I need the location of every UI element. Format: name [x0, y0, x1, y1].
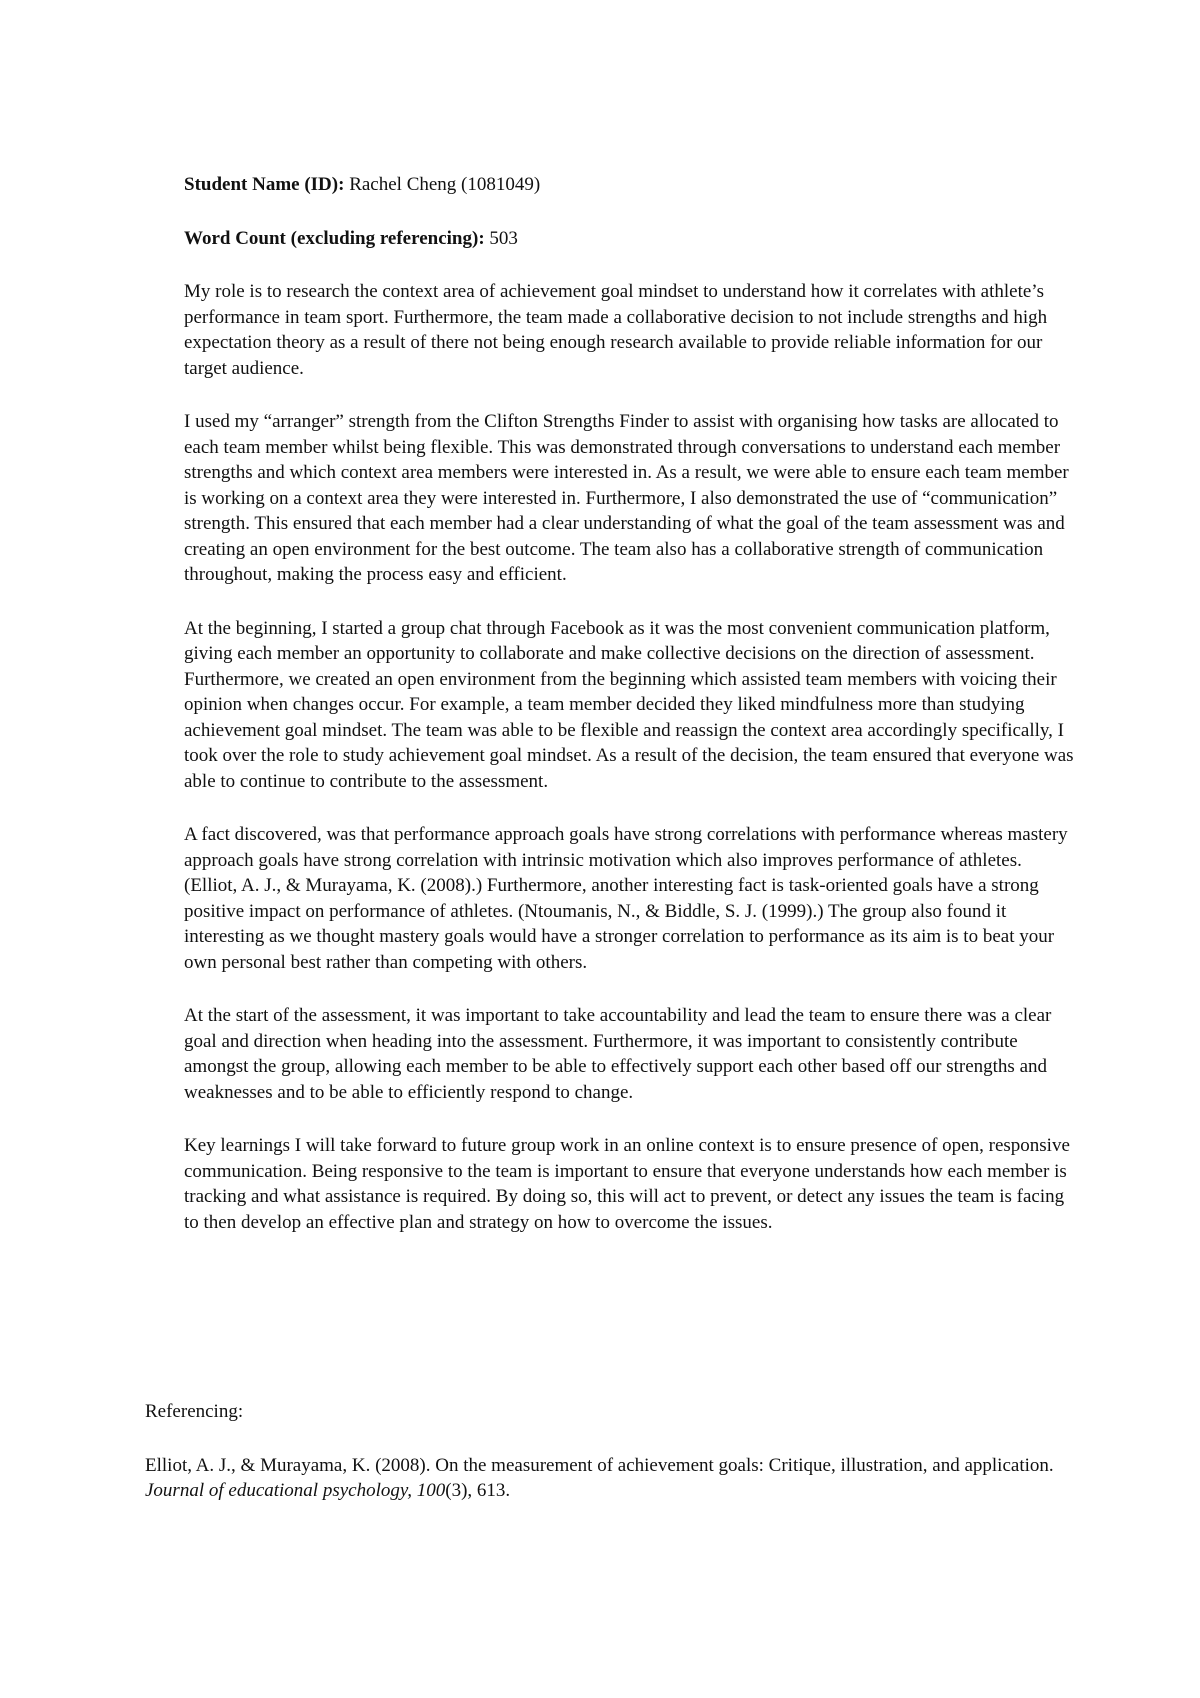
word-count-value: 503: [484, 227, 518, 249]
reference-text-end: (3), 613.: [445, 1480, 511, 1501]
reference-text-start: Elliot, A. J., & Murayama, K. (2008). On the measurement of achievement goals: Critique, illustration, and application.: [145, 1454, 1054, 1476]
essay-body: [184, 172, 1074, 1263]
paragraph-strengths: I used my “arranger” strength from the Clifton Strengths Finder to assist with organising how tasks are allocated to each team member whilst being flexible. This was demonstrated through conversations to understand each member strengths and which context area members were interested in. As a result, we were able to ensure each team member is working on a context area they were interested in. Furthermore, I also demonstrated the use of “communication” strength. This ensured that each member had a clear understanding of what the goal of the team assessment was and creating an open environment for the best outcome. The team also has a collaborative strength of communication throughout, making the process easy and efficient.: [184, 411, 1069, 585]
paragraph-accountability: At the start of the assessment, it was important to take accountability and lead the team to ensure there was a clear goal and direction when heading into the assessment. Furthermore, it was important to consistently contribute amongst the group, allowing each member to be able to effectively support each other based off our strengths and weaknesses and to be able to efficiently respond to change.: [184, 1005, 1052, 1103]
paragraph-facts: A fact discovered, was that performance approach goals have strong correlations with performance whereas mastery approach goals have strong correlation with intrinsic motivation which also improves performance of athletes. (Elliot, A. J., & Murayama, K. (2008).) Furthermore, another interesting fact is task-oriented goals have a strong positive impact on performance of athletes. (Ntoumanis, N., & Biddle, S. J. (1999).) The group also found it interesting as we thought mastery goals would have a stronger correlation to performance as its aim is to beat your own personal best rather than competing with others.: [184, 824, 1068, 973]
paragraph-key-learnings: Key learnings I will take forward to future group work in an online context is to ensure presence of open, responsive communication. Being responsive to the team is important to ensure that everyone understands how each member is tracking and what assistance is required. By doing so, this will act to prevent, or detect any issues the team is facing to then develop an effective plan and strategy on how to overcome the issues.: [184, 1135, 1070, 1233]
word-count-line: [184, 226, 1074, 252]
student-name-line: [184, 172, 1074, 198]
student-name-label: Student Name (ID):: [184, 174, 345, 195]
references-heading: Referencing:: [145, 1401, 244, 1422]
student-name-value: Rachel Cheng (1081049): [344, 174, 541, 195]
paragraph-role: My role is to research the context area of achievement goal mindset to understand how it correlates with athlete’s performance in team sport. Furthermore, the team made a collaborative decision to not include strengths and high expectation theory as a result of there not being enough research available to provide reliable information for our target audience.: [184, 281, 1048, 379]
word-count-label: Word Count (excluding referencing):: [184, 227, 485, 249]
reference-entry: [145, 1453, 1075, 1504]
references-section: [145, 1399, 1075, 1504]
reference-journal: Journal of educational psychology, 100: [145, 1480, 446, 1501]
paragraph-beginning: At the beginning, I started a group chat through Facebook as it was the most convenient communication platform, giving each member an opportunity to collaborate and make collective decisions on the direction of assessment. Furthermore, we created an open environment from the beginning which assisted team members with voicing their opinion when changes occur. For example, a team member decided they liked mindfulness more than studying achievement goal mindset. The team was able to be flexible and reassign the context area accordingly specifically, I took over the role to study achievement goal mindset. As a result of the decision, the team ensured that everyone was able to continue to contribute to the assessment.: [184, 617, 1074, 792]
